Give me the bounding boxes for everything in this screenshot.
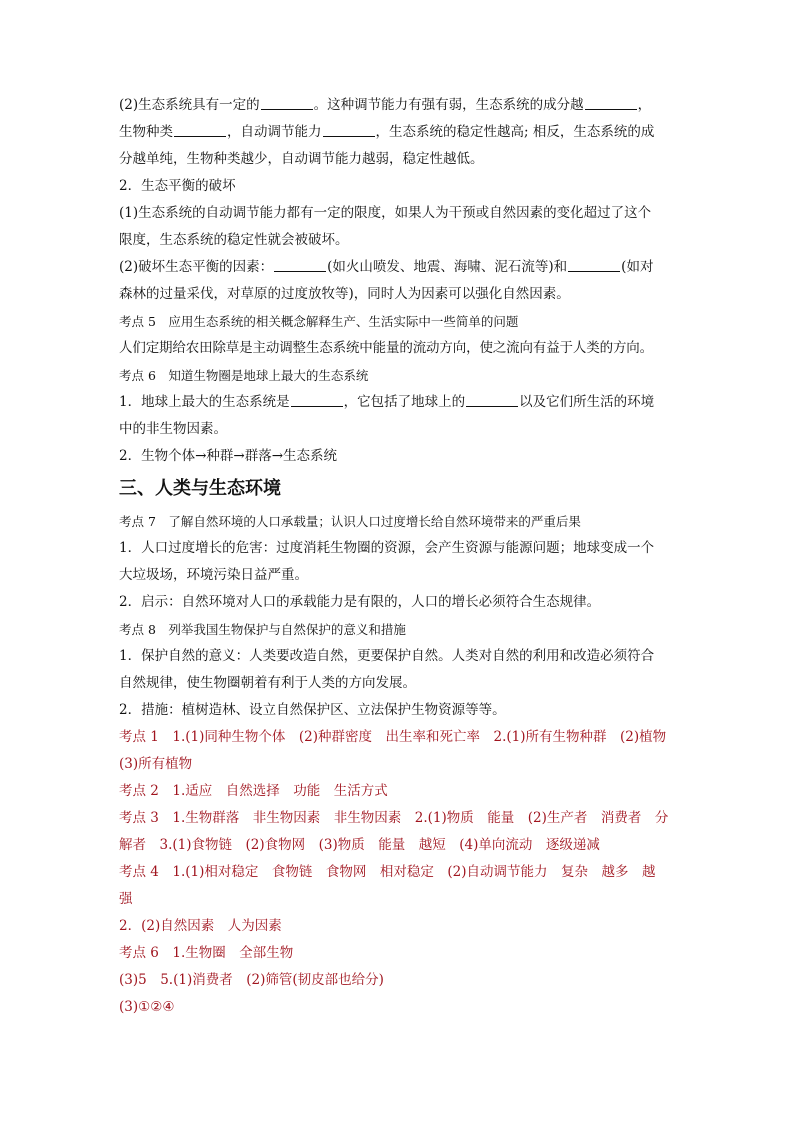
text-line: 1．保护自然的意义：人类要改造自然，更要保护自然。人类对自然的利用和改造必须符合 <box>119 648 655 664</box>
text-line: 限度，生态系统的稳定性就会被破坏。 <box>119 232 349 248</box>
text-line: 生物种类 ，自动调节能力 ，生态系统的稳定性越高; 相反，生态系统的成 <box>119 124 655 140</box>
text-line: 分越单纯，生物种类越少，自动调节能力越弱，稳定性越低。 <box>119 151 484 167</box>
text-line: (1)生态系统的自动调节能力都有一定的限度，如果人为干预或自然因素的变化超过了这个 <box>119 205 652 221</box>
section-heading: 三、人类与生态环境 <box>119 478 281 499</box>
answer-line: 考点 2 1.适应 自然选择 功能 生活方式 <box>119 783 388 799</box>
answer-line: 考点 4 1.(1)相对稳定 食物链 食物网 相对稳定 (2)自动调节能力 复杂 越多 越 <box>119 864 656 880</box>
answer-line: (3)5 5.(1)消费者 (2)筛管(韧皮部也给分) <box>119 972 384 988</box>
text-line: 1．人口过度增长的危害：过度消耗生物圈的资源，会产生资源与能源问题；地球变成一个 <box>119 540 655 556</box>
text-line: (2)破坏生态平衡的因素： (如火山喷发、地震、海啸、泥石流等)和 (如对 <box>119 259 654 275</box>
document-content <box>119 92 679 1021</box>
answer-line: 考点 1 1.(1)同种生物个体 (2)种群密度 出生率和死亡率 2.(1)所有生物种群 (2)植物 <box>119 729 667 745</box>
topic-heading: 考点 6 知道生物圈是地球上最大的生态系统 <box>119 368 369 383</box>
answer-line: 考点 3 1.生物群落 非生物因素 非生物因素 2.(1)物质 能量 (2)生产者 消费者 分 <box>119 810 669 826</box>
text-line: 2．生物个体→种群→群落→生态系统 <box>119 448 338 464</box>
text-line: 自然规律，使生物圈朝着有利于人类的方向发展。 <box>119 675 416 691</box>
text-line: 中的非生物因素。 <box>119 421 227 437</box>
answer-line: 强 <box>119 891 133 907</box>
text-line: 森林的过量采伐，对草原的过度放牧等)，同时人为因素可以强化自然因素。 <box>119 286 570 302</box>
topic-heading: 考点 5 应用生态系统的相关概念解释生产、生活实际中一些简单的问题 <box>119 314 519 329</box>
answer-line: (3)所有植物 <box>119 756 193 772</box>
answer-blank <box>174 124 226 137</box>
answer-line: 解者 3.(1)食物链 (2)食物网 (3)物质 能量 越短 (4)单向流动 逐级递减 <box>119 837 600 853</box>
answer-blank <box>274 259 326 272</box>
answer-blank <box>466 394 518 407</box>
answer-line: 2．(2)自然因素 人为因素 <box>119 918 282 934</box>
answer-blank <box>323 124 375 137</box>
topic-heading: 考点 7 了解自然环境的人口承载量；认识人口过度增长给自然环境带来的严重后果 <box>119 514 581 529</box>
text-line: (2)生态系统具有一定的 。这种调节能力有强有弱，生态系统的成分越 ， <box>119 97 652 113</box>
answer-line: (3)①②④ <box>119 999 175 1015</box>
answer-blank <box>568 259 620 272</box>
section-subheading: 2．生态平衡的破坏 <box>119 178 236 194</box>
answer-line: 考点 6 1.生物圈 全部生物 <box>119 945 294 961</box>
text-line: 1．地球上最大的生态系统是 ，它包括了地球上的 以及它们所生活的环境 <box>119 394 655 410</box>
text-line: 人们定期给农田除草是主动调整生态系统中能量的流动方向，使之流向有益于人类的方向。 <box>119 340 653 356</box>
topic-heading: 考点 8 列举我国生物保护与自然保护的意义和措施 <box>119 622 406 637</box>
text-line: 大垃圾场，环境污染日益严重。 <box>119 567 308 583</box>
text-line: 2．启示：自然环境对人口的承载能力是有限的，人口的增长必须符合生态规律。 <box>119 594 601 610</box>
answer-blank <box>585 97 637 110</box>
answer-blank <box>261 97 313 110</box>
text-line: 2．措施：植树造林、设立自然保护区、立法保护生物资源等等。 <box>119 702 506 718</box>
answer-blank <box>291 394 343 407</box>
